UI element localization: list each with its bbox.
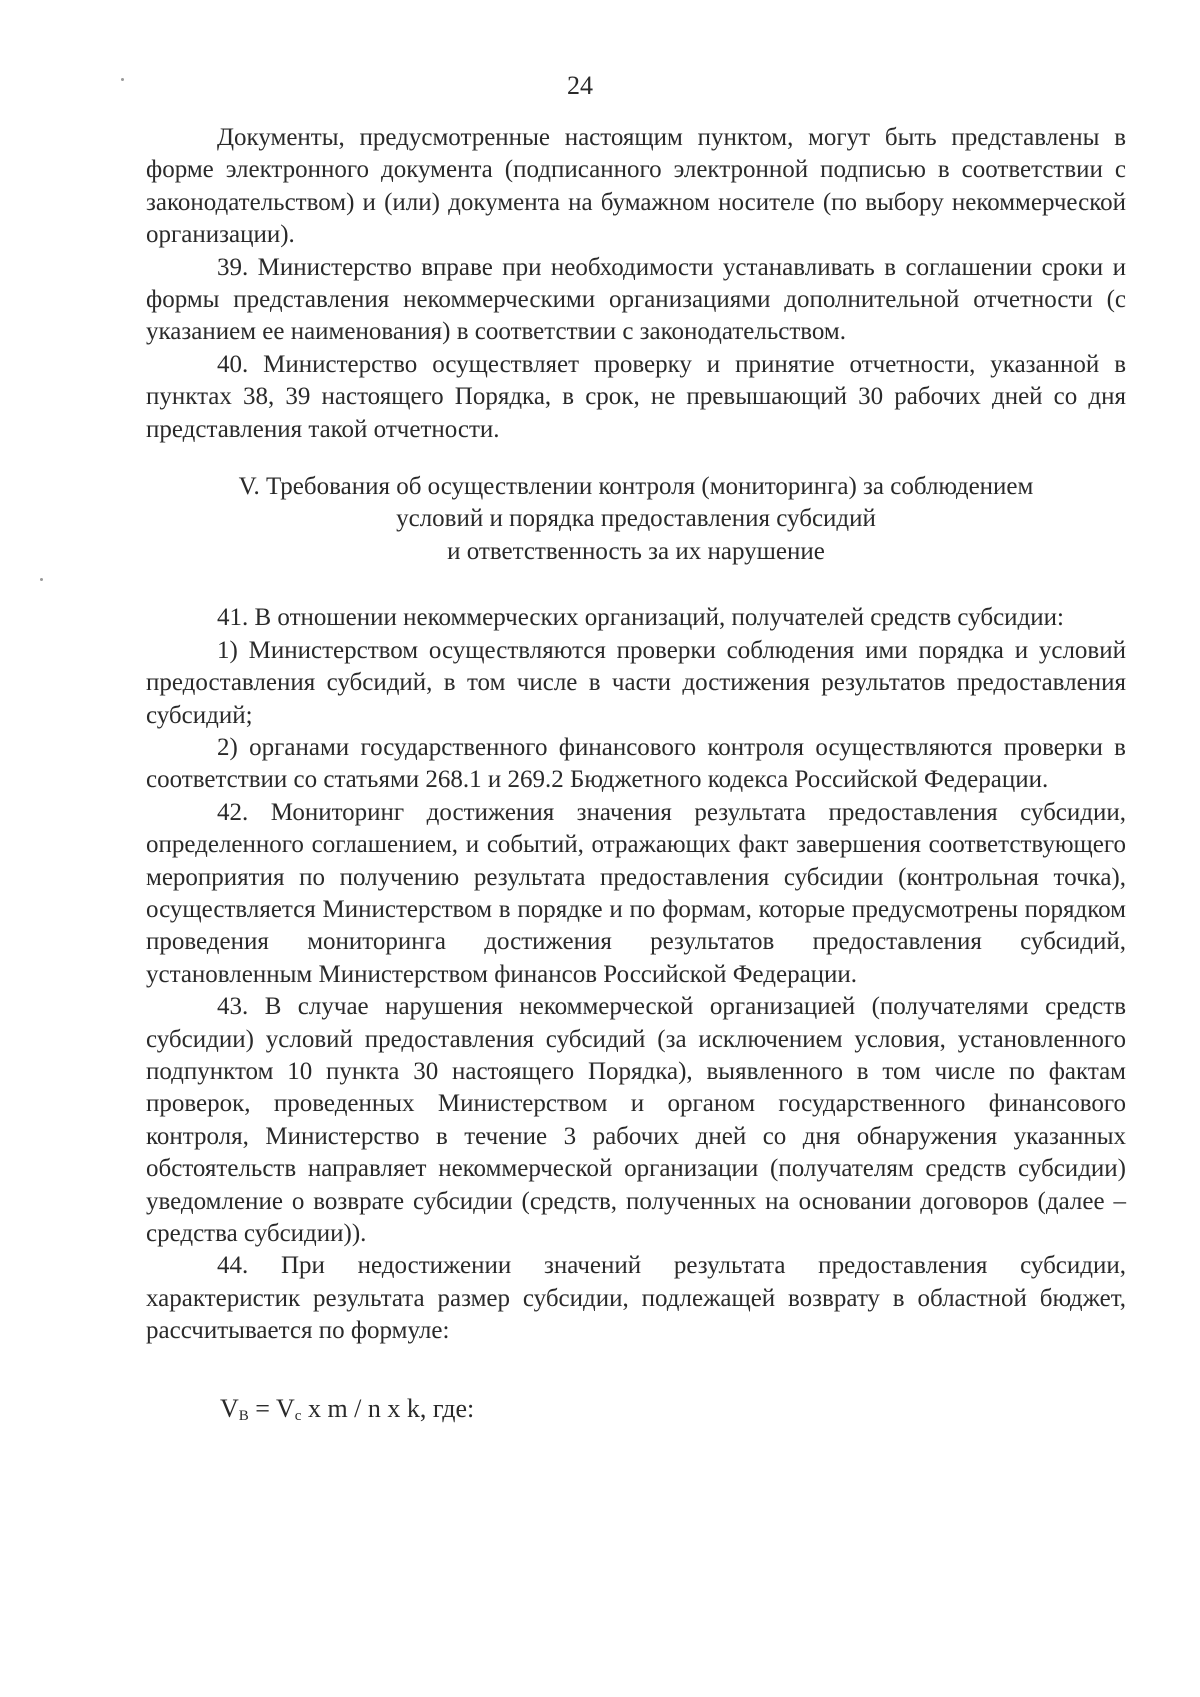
paragraph-documents-format: Документы, предусмотренные настоящим пунктом, могут быть представлены в форме электронного документа (подписанного электронной подписью в соответствии с законодательством) и (или) документа на бумажном носителе (по выбору некоммерческой организации). [146, 124, 1126, 249]
scan-speck [40, 578, 43, 581]
document-body [146, 122, 1126, 1433]
formula-rest: x m / n x k, где: [301, 1393, 475, 1423]
paragraph-41-item-1: 1) Министерством осуществляются проверки соблюдения ими порядка и условий предоставления субсидий, в том числе в части достижения результатов предоставления субсидий; [146, 636, 1126, 729]
section-heading-line-3: и ответственность за их нарушение [447, 537, 825, 565]
formula-v: V [220, 1393, 239, 1423]
paragraph-41: 41. В отношении некоммерческих организаций, получателей средств субсидии: [217, 604, 1064, 632]
formula-subscript-b: B [238, 1407, 249, 1424]
formula [220, 1392, 1126, 1433]
paragraph-43: 43. В случае нарушения некоммерческой организацией (получателями средств субсидии) условий предоставления субсидий (за исключением условия, установленного подпунктом 10 пункта 30 настоящего Порядка), выявленного в том числе по фактам проверок, проведенных Министерством и органом государственного финансового контроля, Министерство в течение 3 рабочих дней со дня обнаружения указанных обстоятельств направляет некоммерческой организации (получателям средств субсидии) уведомление о возврате субсидии (средств, полученных на основании договоров (далее – средства субсидии)). [146, 993, 1126, 1247]
section-heading [146, 471, 1126, 568]
section-heading-line-1: V. Требования об осуществлении контроля (мониторинга) за соблюдением [238, 473, 1034, 501]
paragraph-39: 39. Министерство вправе при необходимости устанавливать в соглашении сроки и формы представления некоммерческими организациями дополнительной отчетности (с указанием ее наименования) в соответствии с законодательством. [146, 253, 1126, 346]
paragraph-42: 42. Мониторинг достижения значения результата предоставления субсидии, определенного соглашением, и событий, отражающих факт завершения соответствующего мероприятия по получению результата предоставления субсидии (контрольная точка), осуществляется Министерством в порядке и по формам, которые предусмотрены порядком проведения мониторинга достижения результатов предоставления субсидий, установленным Министерством финансов Российской Федерации. [146, 798, 1126, 988]
paragraph-44: 44. При недостижении значений результата предоставления субсидии, характеристик результата размер субсидии, подлежащей возврату в областной бюджет, рассчитывается по формуле: [146, 1252, 1126, 1345]
formula-subscript-c: c [294, 1407, 302, 1424]
section-heading-line-2: условий и порядка предоставления субсидий [396, 505, 876, 533]
formula-equals: = V [248, 1393, 295, 1423]
page-number: 24 [567, 71, 593, 100]
paragraph-40: 40. Министерство осуществляет проверку и принятие отчетности, указанной в пунктах 38, 39 настоящего Порядка, в срок, не превышающий 30 рабочих дней со дня представления такой отчетности. [146, 350, 1126, 443]
paragraph-41-item-2: 2) органами государственного финансового контроля осуществляются проверки в соответствии со статьями 268.1 и 269.2 Бюджетного кодекса Российской Федерации. [146, 733, 1126, 794]
